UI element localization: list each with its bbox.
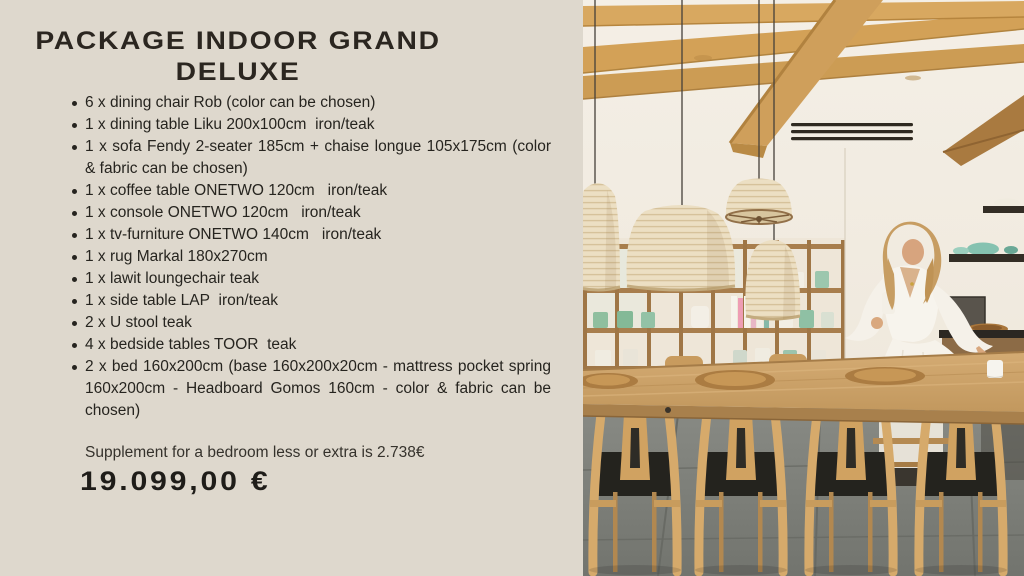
page-title	[0, 26, 507, 88]
interior-photo-scene	[583, 0, 1024, 576]
list-item: 1 x lawit loungechair teak	[85, 268, 551, 290]
necklace	[910, 282, 914, 286]
package-items-list	[85, 92, 551, 422]
list-item: 1 x coffee table ONETWO 120cm iron/teak	[85, 180, 551, 202]
page-title-line1: PACKAGE INDOOR GRAND	[35, 27, 441, 55]
pendant-lamp	[627, 205, 736, 290]
package-price: 19.099,00 €	[80, 466, 271, 496]
face	[902, 239, 924, 265]
wooden-tray	[695, 370, 775, 390]
list-item: 1 x side table LAP iron/teak	[85, 290, 551, 312]
pendant-lamp	[745, 240, 800, 319]
list-item: 4 x bedside tables TOOR teak	[85, 334, 551, 356]
list-item: 1 x sofa Fendy 2-seater 185cm + chaise longue 105x175cm (color & fabric can be chosen)	[85, 136, 551, 180]
wooden-tray	[845, 367, 925, 385]
interior-photo	[583, 0, 1024, 576]
page-title-line2: DELUXE	[175, 58, 301, 86]
list-item: 1 x tv-furniture ONETWO 140cm iron/teak	[85, 224, 551, 246]
pendant-lamp	[583, 183, 620, 290]
wall-vent	[791, 123, 913, 140]
list-item: 2 x U stool teak	[85, 312, 551, 334]
white-mug	[987, 360, 1003, 378]
list-item: 1 x rug Markal 180x270cm	[85, 246, 551, 268]
list-item: 6 x dining chair Rob (color can be chosen)	[85, 92, 551, 114]
list-item: 1 x dining table Liku 200x100cm iron/teak	[85, 114, 551, 136]
supplement-note: Supplement for a bedroom less or extra is 2.738€	[85, 444, 425, 461]
list-item: 2 x bed 160x200cm (base 160x200x20cm - mattress pocket spring 160x200cm - Headboard Gomos 160cm - color & fabric can be chosen)	[85, 356, 551, 422]
list-item: 1 x console ONETWO 120cm iron/teak	[85, 202, 551, 224]
